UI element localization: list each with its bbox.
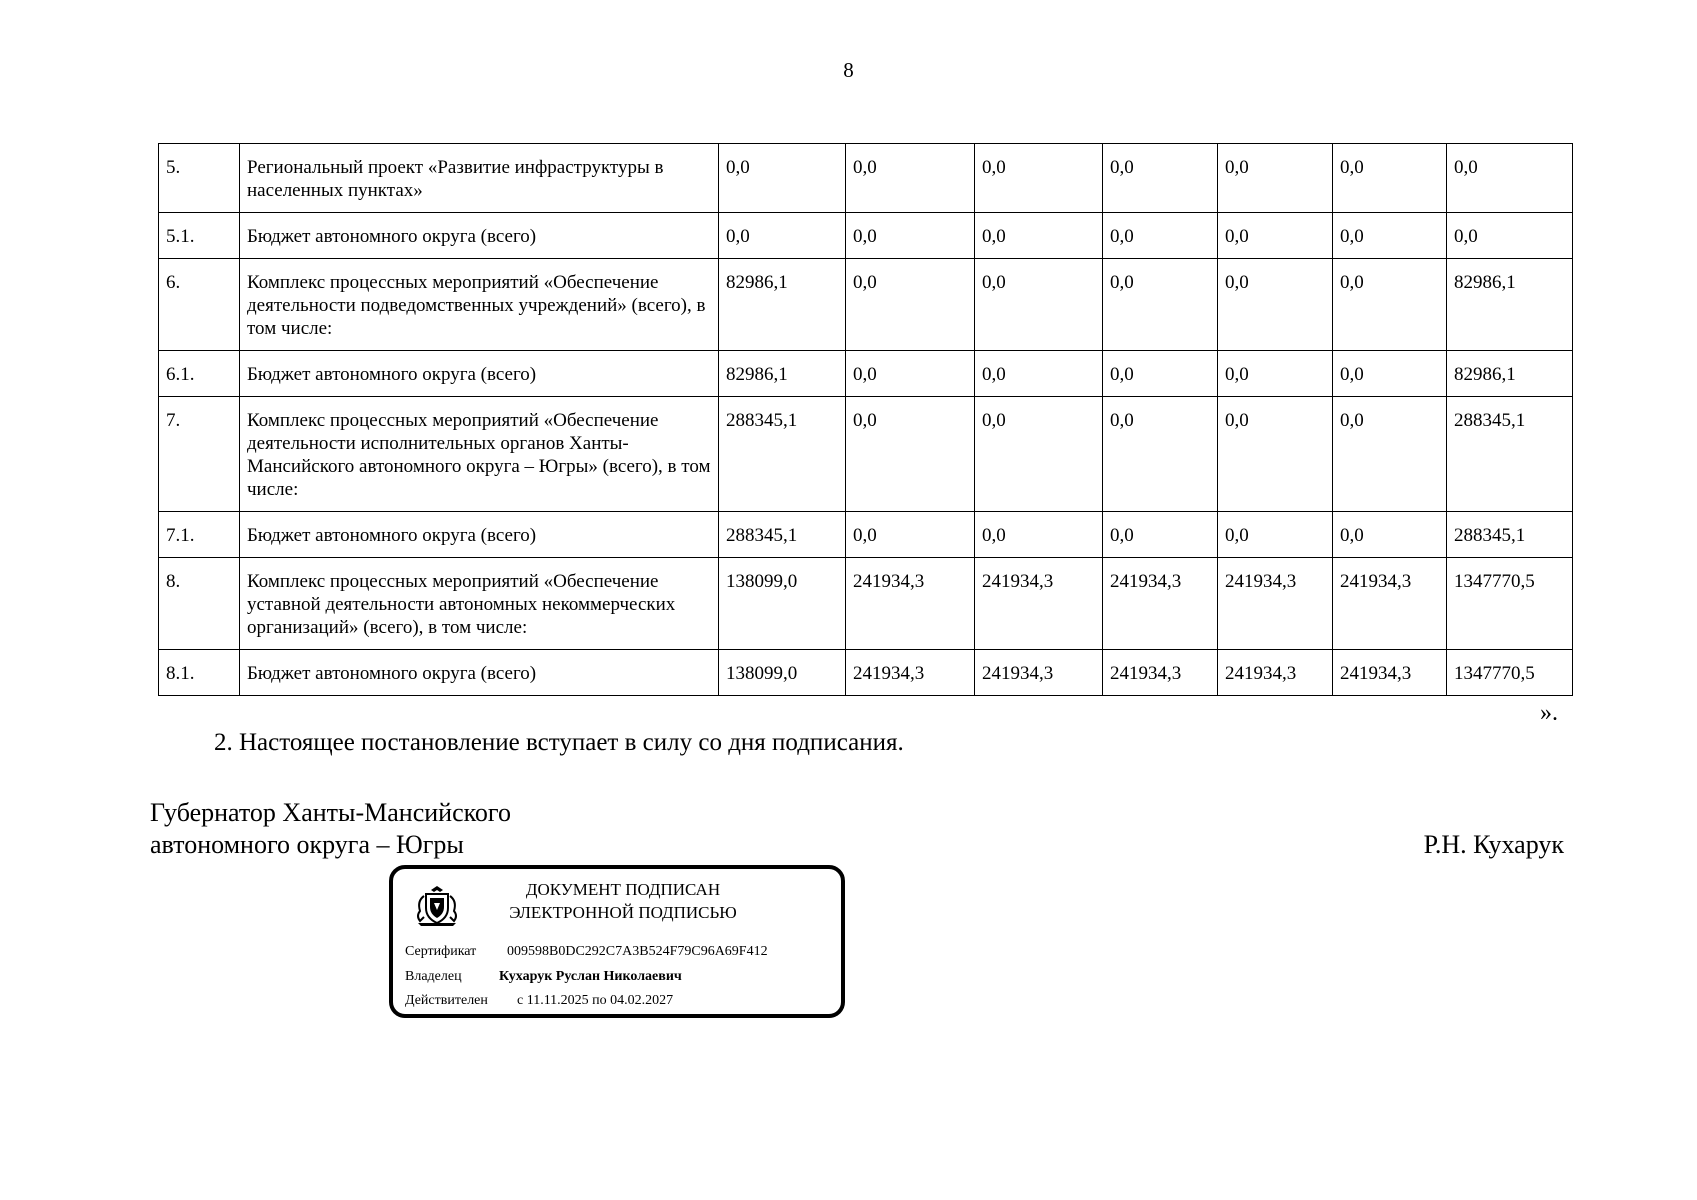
value-cell: 0,0: [846, 512, 975, 558]
signer-name: Р.Н. Кухарук: [1423, 830, 1564, 859]
value-cell: 0,0: [1103, 259, 1218, 351]
value-cell: 241934,3: [1218, 558, 1333, 650]
value-cell: 82986,1: [1447, 259, 1573, 351]
value-cell: 241934,3: [1333, 650, 1447, 696]
value-cell: 138099,0: [719, 650, 846, 696]
table-row: [159, 512, 1573, 558]
row-name: Комплекс процессных мероприятий «Обеспечение деятельности исполнительных органов Ханты-Мансийского автономного округа – Югры» (всего), в том числе:: [240, 397, 719, 512]
value-cell: 0,0: [1333, 259, 1447, 351]
value-cell: 241934,3: [846, 650, 975, 696]
value-cell: 1347770,5: [1447, 558, 1573, 650]
row-number: 6.1.: [159, 351, 240, 397]
value-cell: 0,0: [975, 213, 1103, 259]
value-cell: 0,0: [719, 213, 846, 259]
clause-text: 2. Настоящее постановление вступает в силу со дня подписания.: [214, 729, 904, 756]
signature-stamp: [389, 865, 845, 1018]
value-cell: 0,0: [1218, 512, 1333, 558]
stamp-title-line2: ЭЛЕКТРОННОЙ ПОДПИСЬЮ: [509, 903, 737, 922]
value-cell: 288345,1: [719, 397, 846, 512]
value-cell: 0,0: [1103, 512, 1218, 558]
stamp-title-line1: ДОКУМЕНТ ПОДПИСАН: [525, 880, 721, 899]
table-row: [159, 397, 1573, 512]
value-cell: 0,0: [846, 144, 975, 213]
value-cell: 241934,3: [975, 650, 1103, 696]
closing-quote: ».: [1540, 700, 1558, 726]
value-cell: 0,0: [719, 144, 846, 213]
value-cell: 241934,3: [1333, 558, 1447, 650]
value-cell: 0,0: [1447, 144, 1573, 213]
row-name: Бюджет автономного округа (всего): [240, 213, 719, 259]
budget-table: [158, 143, 1573, 696]
signer-title: [150, 797, 511, 861]
value-cell: 82986,1: [719, 259, 846, 351]
row-name: Комплекс процессных мероприятий «Обеспечение деятельности подведомственных учреждений» (всего), в том числе:: [240, 259, 719, 351]
row-name: Бюджет автономного округа (всего): [240, 351, 719, 397]
value-cell: 0,0: [846, 259, 975, 351]
page-number: 8: [843, 58, 854, 82]
value-cell: 0,0: [846, 351, 975, 397]
owner-row: [405, 969, 682, 985]
value-cell: 1347770,5: [1447, 650, 1573, 696]
value-cell: 0,0: [1218, 397, 1333, 512]
table-row: [159, 213, 1573, 259]
value-cell: 0,0: [975, 512, 1103, 558]
validity-value: с 11.11.2025 по 04.02.2027: [517, 993, 674, 1008]
value-cell: 0,0: [1103, 213, 1218, 259]
value-cell: 0,0: [1103, 397, 1218, 512]
value-cell: 82986,1: [1447, 351, 1573, 397]
certificate-label: Сертификат: [405, 944, 477, 959]
value-cell: 241934,3: [1103, 650, 1218, 696]
table-row: [159, 259, 1573, 351]
validity-label: Действителен: [405, 993, 488, 1008]
owner-value: Кухарук Руслан Николаевич: [499, 969, 682, 984]
certificate-value: 009598B0DC292C7A3B524F79C96A69F412: [507, 944, 768, 959]
row-number: 5.1.: [159, 213, 240, 259]
value-cell: 0,0: [1218, 259, 1333, 351]
coat-of-arms-icon: [411, 883, 463, 927]
owner-label: Владелец: [405, 969, 462, 984]
certificate-row: [405, 944, 768, 960]
value-cell: 0,0: [1103, 351, 1218, 397]
value-cell: 0,0: [846, 213, 975, 259]
row-name: Комплекс процессных мероприятий «Обеспечение уставной деятельности автономных некоммерческих организаций» (всего), в том числе:: [240, 558, 719, 650]
value-cell: 0,0: [1333, 213, 1447, 259]
row-number: 8.: [159, 558, 240, 650]
value-cell: 0,0: [1333, 512, 1447, 558]
value-cell: 138099,0: [719, 558, 846, 650]
table-body: [159, 144, 1573, 696]
value-cell: 0,0: [1218, 351, 1333, 397]
value-cell: 288345,1: [1447, 512, 1573, 558]
signer-title-line1: Губернатор Ханты-Мансийского: [150, 798, 511, 827]
row-number: 5.: [159, 144, 240, 213]
value-cell: 241934,3: [1218, 650, 1333, 696]
value-cell: 241934,3: [1103, 558, 1218, 650]
row-name: Региональный проект «Развитие инфраструктуры в населенных пунктах»: [240, 144, 719, 213]
value-cell: 82986,1: [719, 351, 846, 397]
value-cell: 241934,3: [846, 558, 975, 650]
row-name: Бюджет автономного округа (всего): [240, 650, 719, 696]
row-number: 6.: [159, 259, 240, 351]
value-cell: 0,0: [1333, 397, 1447, 512]
value-cell: 0,0: [975, 259, 1103, 351]
value-cell: 288345,1: [719, 512, 846, 558]
table-row: [159, 351, 1573, 397]
value-cell: 0,0: [1218, 213, 1333, 259]
value-cell: 0,0: [846, 397, 975, 512]
row-name: Бюджет автономного округа (всего): [240, 512, 719, 558]
value-cell: 241934,3: [975, 558, 1103, 650]
row-number: 8.1.: [159, 650, 240, 696]
value-cell: 288345,1: [1447, 397, 1573, 512]
table-row: [159, 558, 1573, 650]
value-cell: 0,0: [1218, 144, 1333, 213]
value-cell: 0,0: [975, 397, 1103, 512]
value-cell: 0,0: [1103, 144, 1218, 213]
value-cell: 0,0: [975, 351, 1103, 397]
value-cell: 0,0: [1333, 144, 1447, 213]
value-cell: 0,0: [975, 144, 1103, 213]
row-number: 7.1.: [159, 512, 240, 558]
row-number: 7.: [159, 397, 240, 512]
value-cell: 0,0: [1447, 213, 1573, 259]
validity-row: [405, 993, 673, 1009]
table-row: [159, 144, 1573, 213]
stamp-title: [473, 878, 773, 924]
signer-title-line2: автономного округа – Югры: [150, 830, 464, 859]
value-cell: 0,0: [1333, 351, 1447, 397]
table-row: [159, 650, 1573, 696]
